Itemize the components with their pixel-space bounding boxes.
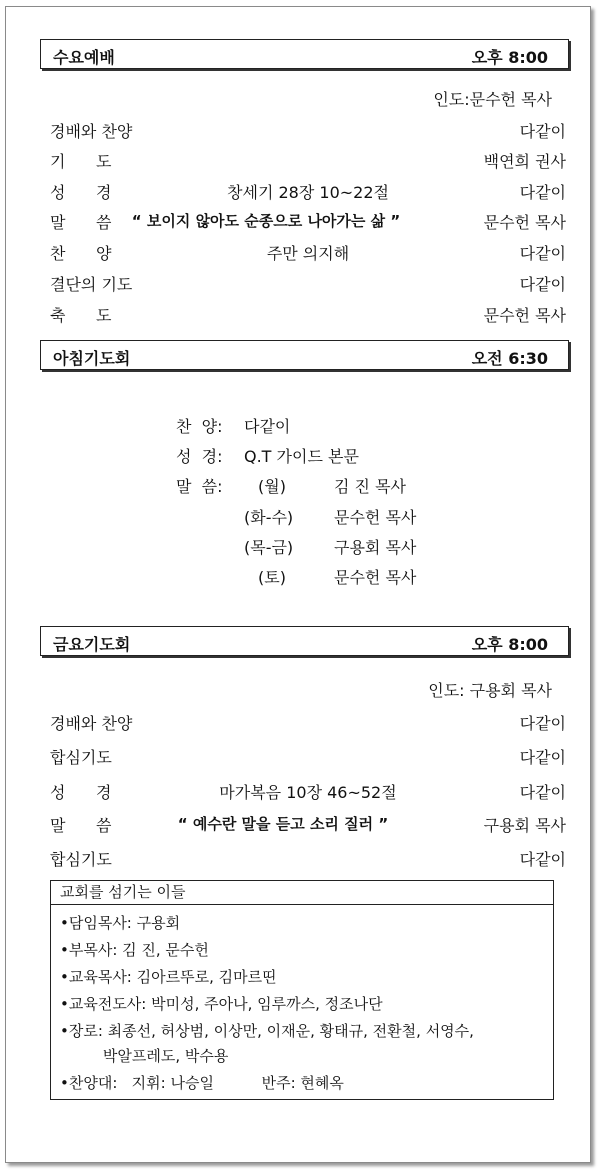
wednesday-title: 수요예배 [53,48,115,67]
row-right: 문수헌 목사 [483,306,566,325]
morning-sermon-day: (목-금) [244,538,294,557]
row-label: 성 경 [50,783,112,802]
morning-sermon-day: (월) [258,477,286,496]
staff-line: •장로: 최종선, 허상범, 이상만, 이재운, 황태규, 전환철, 서영수, [60,1022,474,1040]
morning-sermon-label: 말 씀: [176,477,223,496]
friday-row [50,813,566,835]
row-middle: 창세기 28장 10~22절 [227,183,389,202]
bulletin-page [5,6,591,1163]
sermon-title: “ 예수란 말을 듣고 소리 질러 ” [177,815,389,833]
staff-box [50,880,554,1100]
wednesday-header [40,39,569,69]
wednesday-lead: 인도:문수헌 목사 [433,90,552,109]
row-label: 합심기도 [50,850,112,869]
staff-line: 박알프레도, 박수용 [60,1047,229,1065]
row-label: 경배와 찬양 [50,122,133,141]
row-right: 다같이 [519,275,566,294]
row-right: 다같이 [519,122,566,141]
row-label: 찬 양 [50,244,112,263]
wednesday-row [50,241,566,263]
row-right: 구용회 목사 [483,816,566,835]
morning-scripture-label: 성 경: [176,447,223,466]
staff-line: •교육전도사: 박미성, 주아나, 임루까스, 정조나단 [60,995,383,1013]
morning-hymn-value: 다같이 [244,417,291,436]
row-label: 기 도 [50,152,112,171]
row-label: 말 씀 [50,213,112,232]
morning-sermon-pastor: 문수헌 목사 [334,568,417,587]
row-label: 말 씀 [50,816,112,835]
wednesday-row [50,210,566,232]
morning-sermon-pastor: 문수헌 목사 [334,508,417,527]
morning-sermon-day: (화-수) [244,508,294,527]
friday-row [50,745,566,767]
row-right: 문수헌 목사 [483,213,566,232]
staff-title: 교회를 섬기는 이들 [51,881,553,905]
morning-sermon-pastor: 구용회 목사 [334,538,417,557]
wednesday-row [50,149,566,171]
wednesday-row [50,303,566,325]
row-right: 다같이 [519,183,566,202]
friday-title: 금요기도회 [53,635,131,654]
friday-header [40,626,569,656]
row-label: 경배와 찬양 [50,714,133,733]
wednesday-row [50,180,566,202]
row-label: 결단의 기도 [50,275,133,294]
friday-row [50,711,566,733]
morning-time: 오전 6:30 [471,349,548,368]
row-right: 다같이 [519,783,566,802]
row-right: 다같이 [519,748,566,767]
sermon-title: “ 보이지 않아도 순종으로 나아가는 삶 ” [131,212,401,230]
row-right: 다같이 [519,850,566,869]
wednesday-time: 오후 8:00 [471,48,548,67]
morning-header [40,340,569,370]
morning-sermon-day: (토) [258,568,286,587]
row-label: 합심기도 [50,748,112,767]
morning-title: 아침기도회 [53,349,131,368]
staff-line: •담임목사: 구용회 [60,914,181,932]
row-label: 축 도 [50,306,112,325]
staff-line: •교육목사: 김아르뚜로, 김마르띤 [60,968,277,986]
row-right: 다같이 [519,714,566,733]
staff-line: •부목사: 김 진, 문수헌 [60,941,209,959]
friday-row [50,780,566,802]
row-middle: 주만 의지해 [266,244,350,263]
friday-row [50,847,566,869]
wednesday-row [50,119,566,141]
morning-scripture-value: Q.T 가이드 본문 [244,447,359,466]
morning-hymn-label: 찬 양: [176,417,223,436]
row-middle: 마가복음 10장 46~52절 [219,783,397,802]
friday-time: 오후 8:00 [471,635,548,654]
staff-line: •찬양대: 지휘: 나승일 반주: 현혜옥 [60,1074,344,1092]
wednesday-row [50,272,566,294]
row-right: 다같이 [519,244,566,263]
row-right: 백연희 권사 [483,152,566,171]
friday-lead: 인도: 구용회 목사 [428,681,552,700]
morning-sermon-pastor: 김 진 목사 [334,477,406,496]
row-label: 성 경 [50,183,112,202]
